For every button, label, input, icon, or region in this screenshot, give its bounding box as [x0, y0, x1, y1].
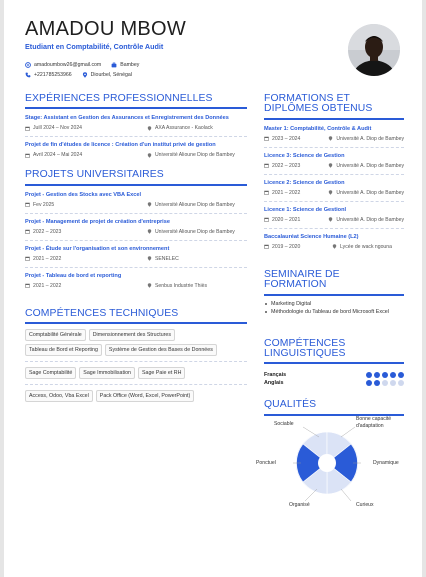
project-entry-place: Senbus Industrie Thiès	[155, 282, 208, 289]
map-pin-icon	[147, 283, 152, 288]
education-entry-title: Licence 3: Science de Gestion	[264, 152, 345, 159]
project-entry-title: Projet - Étude sur l'organisation et son environnement	[25, 245, 170, 252]
project-entry-title: Projet - Management de projet de création d'entreprise	[25, 218, 170, 225]
skill-tag: Access, Odoo, Vba Excel	[25, 390, 93, 402]
email-icon	[25, 62, 31, 68]
quality-sociable: Sociable	[274, 420, 294, 427]
language-level-dots	[366, 380, 404, 386]
map-pin-icon	[147, 256, 152, 261]
resume-page	[4, 0, 422, 577]
map-pin-icon	[328, 217, 333, 222]
experience-title: EXPÉRIENCES PROFESSIONNELLES	[25, 93, 213, 104]
projects-title: PROJETS UNIVERSITAIRES	[25, 169, 164, 181]
map-pin-icon	[147, 153, 152, 158]
education-entry-place: Université A. Diop de Bambey	[336, 216, 404, 223]
experience-entry	[25, 115, 247, 131]
education-entry-dates: 2023 – 2024	[272, 135, 301, 142]
experience-section	[25, 94, 247, 158]
divider	[25, 213, 247, 214]
experience-entry-title: Stage: Assistant en Gestion des Assurances et Enregistrement des Données	[25, 115, 229, 122]
education-entry	[264, 234, 404, 250]
left-column	[25, 94, 247, 402]
education-entry-place: Lycée de wack ngouna	[340, 243, 392, 250]
experience-entry-place: AXA Assurance - Kaolack	[155, 125, 213, 132]
quality-organise: Organisé	[289, 501, 310, 508]
map-pin-icon	[328, 136, 333, 141]
language-name: Français	[264, 372, 287, 379]
experience-entry-title: Projet de fin d'études de licence : Création d'un institut privé de gestion	[25, 142, 216, 149]
seminar-list	[264, 301, 404, 316]
language-row	[264, 379, 404, 387]
calendar-icon	[25, 283, 30, 288]
level-dot-filled	[374, 380, 380, 386]
calendar-icon	[25, 256, 30, 261]
divider	[25, 240, 247, 241]
project-entry-dates: 2022 – 2023	[33, 228, 62, 235]
phone-icon	[25, 72, 31, 78]
languages-title-line2: LINGUISTIQUES	[264, 347, 346, 359]
level-dot-filled	[366, 380, 372, 386]
project-entry-place: Université Alioune Diop de Bambey	[155, 228, 235, 235]
education-title-line2: DIPLÔMES OBTENUS	[264, 103, 373, 115]
level-dot-filled	[390, 372, 396, 378]
project-entry	[25, 219, 247, 235]
project-entry	[25, 192, 247, 208]
region-text: Diourbel, Sénégal	[90, 72, 132, 78]
divider	[25, 361, 247, 362]
divider	[264, 201, 404, 202]
candidate-subtitle: Etudiant en Comptabilité, Contrôle Audit	[25, 42, 164, 51]
seminar-item: Méthodologie du Tableau de bord Microsoft Excel	[264, 309, 389, 316]
skill-tag: Sage Paie et RH	[138, 367, 185, 379]
location-contact	[111, 62, 139, 68]
phone-text: +221785253966	[34, 72, 72, 78]
map-pin-icon	[82, 72, 88, 78]
skill-group-1	[25, 329, 247, 356]
phone-contact[interactable]	[25, 72, 72, 78]
project-entry-dates: 2021 – 2022	[33, 255, 62, 262]
education-entry-title: Licence 2: Science de Gestion	[264, 179, 345, 186]
skill-tag: Tableau de Bord et Reporting	[25, 344, 102, 356]
divider	[25, 267, 247, 268]
calendar-icon	[25, 126, 30, 131]
languages-section	[264, 339, 404, 388]
project-entry-place: Université Alioune Diop de Bambey	[155, 201, 235, 208]
project-entry-place: SENELEC	[155, 255, 179, 262]
calendar-icon	[264, 136, 269, 141]
map-pin-icon	[328, 163, 333, 168]
language-name: Anglais	[264, 380, 284, 387]
education-entry-title: Master 1: Comptabilité, Contrôle & Audit	[264, 125, 372, 132]
calendar-icon	[25, 153, 30, 158]
experience-entry-dates: Juill 2024 – Nov 2024	[33, 125, 82, 132]
education-entry	[264, 180, 404, 196]
project-entry-title: Projet - Tableau de bord et reporting	[25, 272, 122, 279]
project-entry-dates: 2021 – 2022	[33, 282, 62, 289]
right-column	[256, 93, 404, 509]
divider	[264, 147, 404, 148]
briefcase-icon	[111, 62, 117, 68]
candidate-name: AMADOU MBOW	[25, 18, 187, 40]
experience-entry-dates: Avril 2024 – Mai 2024	[33, 152, 83, 159]
divider	[25, 384, 247, 385]
project-entry	[25, 273, 247, 289]
email-contact[interactable]	[25, 62, 101, 68]
education-entry-dates: 2019 – 2020	[272, 243, 301, 250]
calendar-icon	[264, 190, 269, 195]
map-pin-icon	[332, 244, 337, 249]
seminar-title-line1: SEMINAIRE DE	[264, 268, 340, 280]
quality-ponctuel: Ponctuel	[256, 459, 276, 466]
skills-title: COMPÉTENCES TECHNIQUES	[25, 307, 179, 319]
quality-curieux: Curieux	[356, 501, 374, 508]
education-entry-title: Baccalauréat Science Humaine (L2)	[264, 233, 359, 240]
contact-block	[25, 60, 225, 80]
qualities-section	[256, 399, 404, 508]
level-dot-filled	[382, 372, 388, 378]
calendar-icon	[264, 163, 269, 168]
skill-tag: Comptabilité Générale	[25, 329, 86, 341]
education-entry-place: Université A. Diop de Bambey	[336, 135, 404, 142]
map-pin-icon	[328, 190, 333, 195]
skill-group-2	[25, 367, 247, 379]
skill-tag: Sage Immobilisation	[79, 367, 135, 379]
calendar-icon	[25, 202, 30, 207]
calendar-icon	[264, 244, 269, 249]
skills-section	[25, 309, 247, 402]
experience-entry-place: Université Alioune Diop de Bambey	[155, 152, 235, 159]
projects-section	[25, 170, 247, 288]
education-entry-title: Licence 1: Science de Gestionl	[264, 206, 347, 213]
skill-tag: Dimensionnement des Structures	[89, 329, 175, 341]
education-entry	[264, 126, 404, 142]
level-dot-filled	[366, 372, 372, 378]
level-dot-empty	[398, 380, 404, 386]
qualities-title: QUALITÉS	[264, 399, 317, 411]
email-text: amadoumbow26@gmail.com	[34, 62, 102, 68]
skill-tag: Système de Gestion des Bases de Données	[105, 344, 217, 356]
seminar-item: Marketing Digital	[264, 301, 404, 308]
divider	[25, 136, 247, 137]
quality-dynamique: Dynamique	[373, 459, 399, 466]
calendar-icon	[264, 217, 269, 222]
level-dot-empty	[390, 380, 396, 386]
profile-photo-image	[348, 24, 400, 76]
divider	[264, 228, 404, 229]
level-dot-filled	[398, 372, 404, 378]
experience-entry	[25, 142, 247, 158]
skill-tag: Pack Office (Word, Excel, PowerPoint)	[96, 390, 194, 402]
quality-adaptation-line1: Bonne capacité	[356, 415, 392, 422]
education-section	[264, 94, 404, 250]
seminar-section	[264, 270, 404, 316]
education-entry-dates: 2020 – 2021	[272, 216, 301, 223]
calendar-icon	[25, 229, 30, 234]
map-pin-icon	[147, 229, 152, 234]
education-entry-dates: 2022 – 2023	[272, 162, 301, 169]
map-pin-icon	[147, 202, 152, 207]
location-text: Bambey	[120, 62, 140, 68]
profile-photo	[348, 24, 400, 76]
quality-adaptation-line2: d'adaptation	[356, 422, 384, 429]
language-row	[264, 371, 404, 379]
education-entry-dates: 2021 – 2022	[272, 189, 301, 196]
qualities-wheel	[256, 415, 422, 509]
divider	[264, 174, 404, 175]
level-dot-empty	[382, 380, 388, 386]
education-entry	[264, 153, 404, 169]
project-entry-title: Projet - Gestion des Stocks avec VBA Excel	[25, 191, 142, 198]
education-title-line1: FORMATIONS ET	[264, 93, 350, 104]
education-entry	[264, 207, 404, 223]
skill-tag: Sage Comptabilité	[25, 367, 76, 379]
map-pin-icon	[147, 126, 152, 131]
region-contact	[82, 72, 132, 78]
project-entry-dates: Fev 2025	[33, 201, 55, 208]
languages-title-line1: COMPÉTENCES	[264, 337, 346, 349]
skill-group-3	[25, 390, 247, 402]
seminar-title-line2: FORMATION	[264, 279, 327, 291]
language-level-dots	[366, 372, 404, 378]
education-entry-place: Université A. Diop de Bambey	[336, 162, 404, 169]
level-dot-filled	[374, 372, 380, 378]
education-entry-place: Université A. Diop de Bambey	[336, 189, 404, 196]
resume-header	[4, 0, 422, 92]
project-entry	[25, 246, 247, 262]
